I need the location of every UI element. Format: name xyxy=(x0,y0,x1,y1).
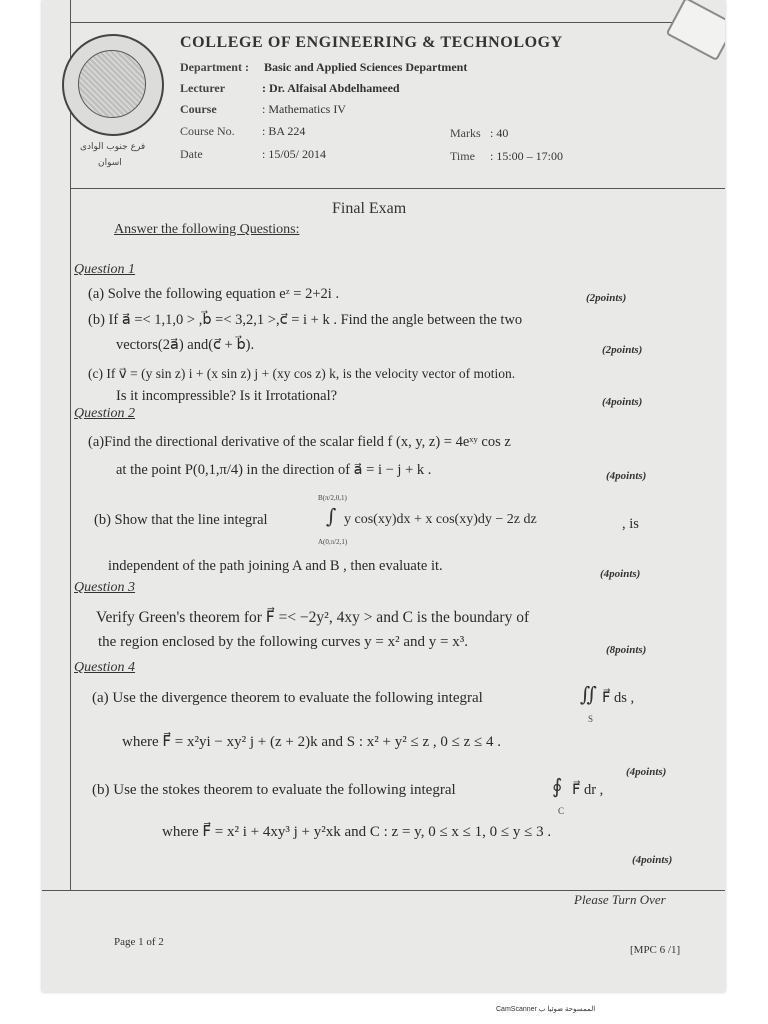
marks-value: : 40 xyxy=(490,126,509,140)
lecturer-value: : Dr. Alfaisal Abdelhameed xyxy=(262,81,400,95)
header-top-line xyxy=(70,22,725,23)
corner-stamp-icon xyxy=(666,0,725,61)
question-4a-text-line1: (a) Use the divergence theorem to evaluate the following integral xyxy=(92,690,483,706)
exam-instruction: Answer the following Questions: xyxy=(114,222,300,237)
surface-integral-symbol-icon: ∬ xyxy=(580,682,598,706)
question-2a-text-line2: at the point P(0,1,π/4) in the direction of a⃗ = i − j + k . xyxy=(116,462,432,478)
page-number: Page 1 of 2 xyxy=(114,936,164,948)
question-2b-integrand: y cos(xy)dx + x cos(xy)dy − 2z dz xyxy=(344,512,537,527)
question-2a-points: (4points) xyxy=(606,470,647,482)
question-2-title: Question 2 xyxy=(74,406,136,421)
course-no-label: Course No. xyxy=(180,124,235,138)
college-title: COLLEGE OF ENGINEERING & TECHNOLOGY xyxy=(180,34,563,51)
exam-title: Final Exam xyxy=(332,200,407,217)
question-2b-text-line2: independent of the path joining A and B , then evaluate it. xyxy=(108,558,443,574)
question-4a-points: (4points) xyxy=(626,766,667,778)
course-value: : Mathematics IV xyxy=(262,102,346,116)
question-4a-surface-sub: S xyxy=(588,714,594,724)
question-4b-integrand: F⃗ dr , xyxy=(572,782,604,798)
marks-label: Marks xyxy=(450,126,481,140)
seal-emblem-icon xyxy=(78,50,146,118)
question-1b-points: (2points) xyxy=(602,344,643,356)
question-4b-text-line2: where F⃗ = x² i + 4xy³ j + y²xk and C : z = y, 0 ≤ x ≤ 1, 0 ≤ y ≤ 3 . xyxy=(162,824,552,840)
question-2b-lower-limit: A(0,π/2,1) xyxy=(318,538,348,546)
course-no-value: : BA 224 xyxy=(262,124,306,138)
closed-line-integral-symbol-icon: ∮ xyxy=(552,774,563,798)
exam-sheet xyxy=(42,0,725,992)
question-2b-upper-limit: B(π/2,0,1) xyxy=(318,494,347,502)
question-4a-integrand: F⃗ ds , xyxy=(602,690,635,706)
college-logo-seal xyxy=(62,34,164,136)
question-1a-text: (a) Solve the following equation eᶻ = 2+2i . xyxy=(88,286,340,302)
time-value: : 15:00 – 17:00 xyxy=(490,149,564,163)
question-4a-text-line2: where F⃗ = x²yi − xy² j + (z + 2)k and S : x² + y² ≤ z , 0 ≤ z ≤ 4 . xyxy=(122,734,501,750)
question-2b-is: , is xyxy=(622,516,639,532)
question-1b-text-line1: (b) If a⃗ =< 1,1,0 > ,b⃗ =< 3,2,1 >,c⃗ = i + k . Find the angle between the two xyxy=(88,312,523,328)
question-1c-text-line1: (c) If v⃗ = (y sin z) i + (x sin z) j + (xy cos z) k, is the velocity vector of motion. xyxy=(88,366,516,381)
question-1-title: Question 1 xyxy=(74,262,136,277)
question-1c-text-line2: Is it incompressible? Is it Irrotational? xyxy=(116,388,338,404)
question-2b-text-line1: (b) Show that the line integral xyxy=(94,512,268,528)
question-1c-points: (4points) xyxy=(602,396,643,408)
question-2a-text-line1: (a)Find the directional derivative of the scalar field f (x, y, z) = 4eˣʸ cos z xyxy=(88,434,511,450)
course-label: Course xyxy=(180,102,217,116)
department-label: Department : xyxy=(180,60,249,74)
question-1b-text-line2: vectors(2a⃗) and(c⃗ + b⃗). xyxy=(116,337,255,353)
branch-name-line2: اسوان xyxy=(98,158,122,168)
question-4b-curve-sub: C xyxy=(558,806,565,816)
question-3-text-line1: Verify Green's theorem for F⃗ =< −2y², 4xy > and C is the boundary of xyxy=(96,609,530,626)
date-label: Date xyxy=(180,147,203,161)
department-value: Basic and Applied Sciences Department xyxy=(264,60,468,74)
left-margin-line xyxy=(70,0,71,890)
question-4-title: Question 4 xyxy=(74,660,136,675)
question-3-text-line2: the region enclosed by the following curves y = x² and y = x³. xyxy=(98,634,468,650)
question-4b-text-line1: (b) Use the stokes theorem to evaluate the following integral xyxy=(92,782,456,798)
question-4b-points: (4points) xyxy=(632,854,673,866)
date-value: : 15/05/ 2014 xyxy=(262,147,327,161)
footer-line xyxy=(42,890,725,891)
question-3-points: (8points) xyxy=(606,644,647,656)
branch-name-line1: فرع جنوب الوادى xyxy=(80,142,146,152)
line-integral-symbol-icon: ∫ xyxy=(326,504,337,528)
time-label: Time xyxy=(450,149,475,163)
please-turn-over: Please Turn Over xyxy=(574,892,666,907)
question-2b-points: (4points) xyxy=(600,568,641,580)
lecturer-label: Lecturer xyxy=(180,81,226,95)
document-code: [MPC 6 /1] xyxy=(630,944,681,956)
question-1a-points: (2points) xyxy=(586,292,627,304)
header-bottom-line xyxy=(70,188,725,189)
question-3-title: Question 3 xyxy=(74,580,136,595)
camscanner-watermark: CamScanner الممسوحة ضوئيا ب xyxy=(496,1006,596,1013)
